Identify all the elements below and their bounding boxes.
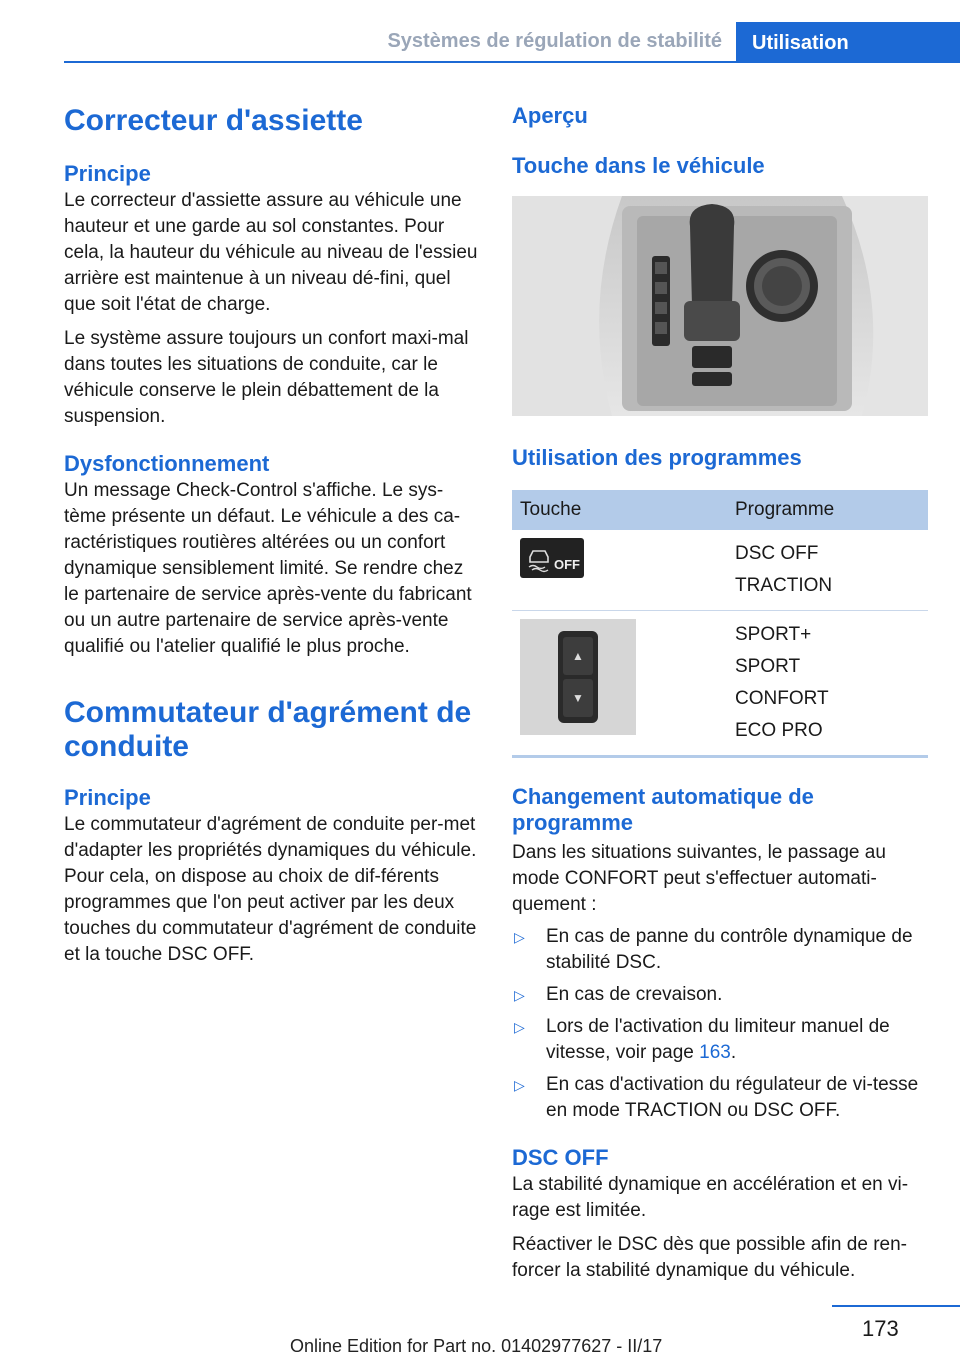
paragraph-dsc-off-1: La stabilité dynamique en accélération et en vi-rage est limitée.	[512, 1174, 909, 1221]
programme-sport: SPORT	[735, 656, 801, 677]
subheading-changement: Changement automatique de programme	[512, 784, 814, 835]
right-column	[512, 100, 928, 1284]
mode-switch-icon	[520, 619, 636, 735]
footer-rule	[832, 1305, 960, 1307]
triangle-bullet-icon: ▷	[514, 987, 525, 1003]
subheading-touche-vehicule: Touche dans le véhicule	[512, 153, 765, 178]
list-item	[512, 1072, 928, 1124]
programme-dsc-off: DSC OFF	[735, 543, 819, 564]
table-header-row	[512, 490, 928, 530]
list-item-text-end: .	[730, 1042, 737, 1063]
programmes-table	[512, 490, 928, 758]
table-row	[512, 611, 928, 757]
paragraph-principe-1a: Le correcteur d'assiette assure au véhicule une hauteur et une garde au sol constantes. Pour cela, la hauteur du véhicule au niveau de l'essieu arrière est maintenue à un niveau dé-fini, quel que soit l'état de charge.	[64, 190, 478, 315]
programme-sport-plus: SPORT+	[735, 624, 812, 645]
console-illustration	[512, 196, 928, 416]
page-number: 173	[862, 1316, 899, 1341]
programme-cell-1	[727, 530, 928, 611]
heading-correcteur: Correcteur d'assiette	[64, 104, 363, 137]
running-header-tab: Utilisation	[736, 22, 960, 63]
list-item	[512, 924, 928, 976]
list-item-text: En cas de panne du contrôle dynamique de stabilité DSC.	[546, 926, 913, 973]
paragraph-principe-1b: Le système assure toujours un confort maxi-mal dans toutes les situations de conduite, car le véhicule conserve le plein débattement de la suspension.	[64, 328, 469, 427]
subheading-apercu: Aperçu	[512, 103, 588, 128]
programme-traction: TRACTION	[735, 575, 833, 596]
subheading-principe-2: Principe	[64, 785, 151, 810]
dsc-off-button-cell	[512, 530, 727, 611]
vehicle-console-photo	[512, 196, 928, 416]
list-item	[512, 982, 928, 1008]
rocker-switch	[558, 631, 598, 723]
list-item-text: En cas d'activation du régulateur de vi-tesse en mode TRACTION ou DSC OFF.	[546, 1074, 919, 1121]
subheading-utilisation: Utilisation des programmes	[512, 445, 802, 470]
triangle-bullet-icon: ▷	[514, 1019, 525, 1035]
paragraph-changement: Dans les situations suivantes, le passage au mode CONFORT peut s'effectuer automati-quement :	[512, 842, 886, 915]
dsc-off-label: OFF	[554, 557, 580, 572]
table-row	[512, 530, 928, 611]
paragraph-dsc-off-2: Réactiver le DSC dès que possible afin de ren-forcer la stabilité dynamique du véhicule.	[512, 1234, 907, 1281]
programme-cell-2	[727, 611, 928, 757]
left-column	[64, 100, 480, 968]
list-item-text: En cas de crevaison.	[546, 984, 723, 1005]
list-item	[512, 1014, 928, 1066]
table-header-programme: Programme	[727, 490, 928, 530]
triangle-bullet-icon: ▷	[514, 929, 525, 945]
subheading-dysfonctionnement: Dysfonctionnement	[64, 451, 270, 476]
triangle-bullet-icon: ▷	[514, 1077, 525, 1093]
running-header-section: Systèmes de régulation de stabilité	[387, 30, 722, 52]
dsc-off-button-icon	[520, 538, 584, 578]
mode-switch-button-cell	[512, 611, 727, 757]
changement-list	[512, 924, 928, 1124]
arrow-up-icon: ▲	[563, 637, 593, 675]
car-skid-icon	[524, 543, 554, 573]
header-rule	[64, 61, 960, 63]
arrow-down-icon: ▼	[563, 679, 593, 717]
edition-footer: Online Edition for Part no. 01402977627 - II/17	[290, 1336, 663, 1356]
subheading-principe-1: Principe	[64, 161, 151, 186]
paragraph-principe-2: Le commutateur d'agrément de conduite per-met d'adapter les propriétés dynamiques du véhicule. Pour cela, on dispose au choix de dif-férents programmes que l'on peut activer par les deux touches du commutateur d'agrément de conduite et la touche DSC OFF.	[64, 814, 477, 965]
programme-confort: CONFORT	[735, 688, 829, 709]
list-item-text: Lors de l'activation du limiteur manuel de vitesse, voir page	[546, 1016, 890, 1063]
paragraph-dysfonctionnement: Un message Check-Control s'affiche. Le sys-tème présente un défaut. Le véhicule a des ca-ractéristiques routières altérées ou un confort dynamique sensiblement limité. Se rendre chez le partenaire de service après-vente du fabricant ou un autre partenaire de service après-vente qualifié ou l'atelier qualifié le plus proche.	[64, 480, 472, 657]
programme-eco-pro: ECO PRO	[735, 720, 823, 741]
heading-commutateur: Commutateur d'agrément de conduite	[64, 696, 472, 763]
table-header-touche: Touche	[512, 490, 727, 530]
page-163-link[interactable]: 163	[699, 1042, 731, 1063]
subheading-dsc-off: DSC OFF	[512, 1145, 609, 1170]
